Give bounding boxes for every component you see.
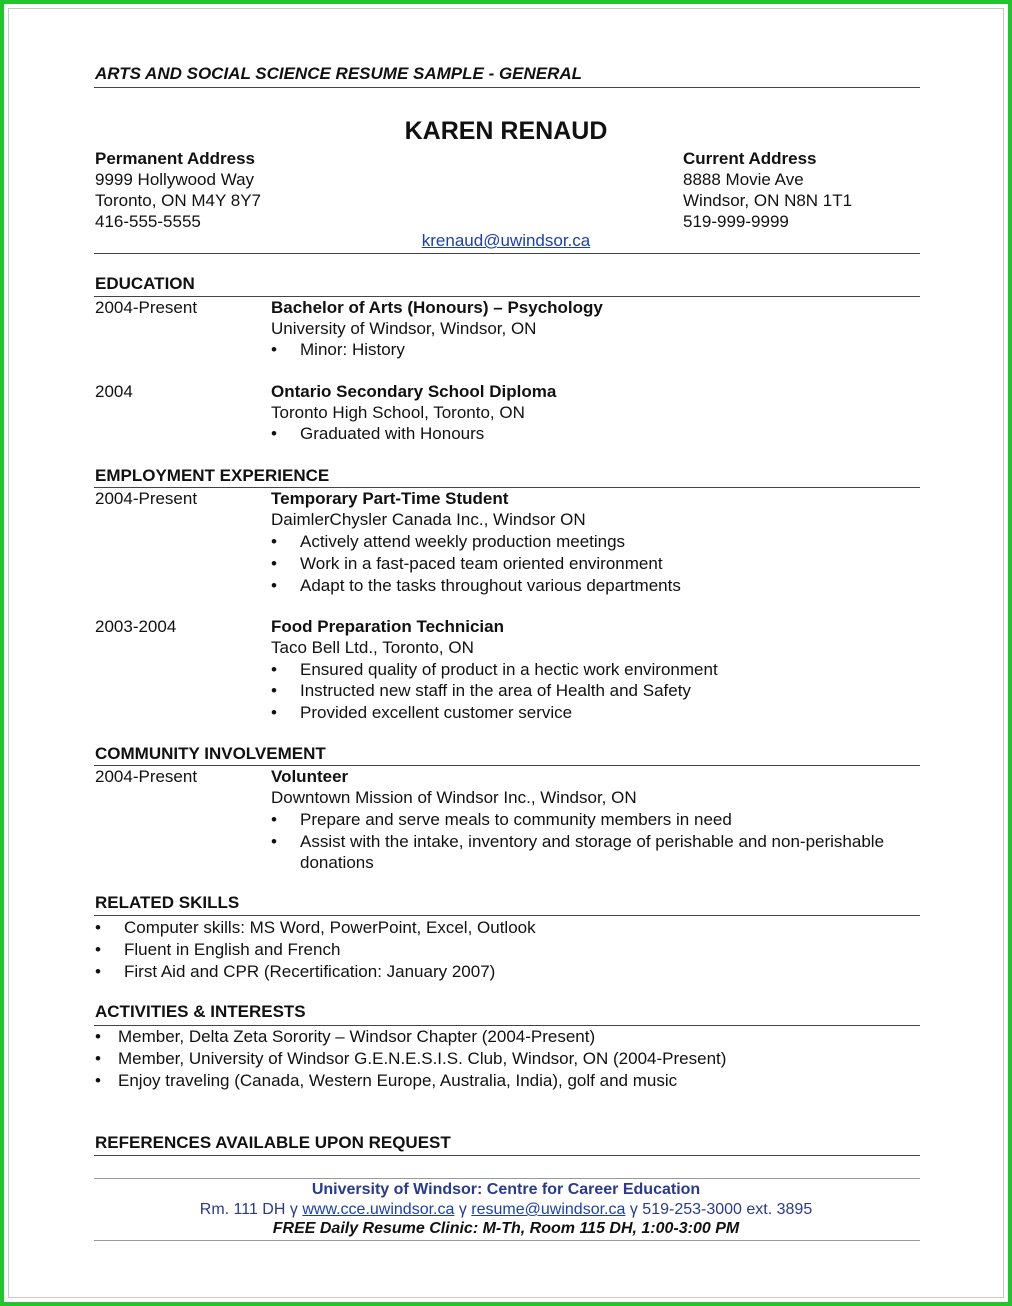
community-1-date: 2004-Present xyxy=(95,767,198,786)
list-item-continuation: donations xyxy=(300,853,374,872)
list-item: • Minor: History xyxy=(271,340,405,359)
education-2-school: Toronto High School, Toronto, ON xyxy=(271,403,525,422)
list-item: • Actively attend weekly production meetings xyxy=(271,532,626,551)
education-1-school: University of Windsor, Windsor, ON xyxy=(271,319,537,338)
community-rule xyxy=(94,765,920,766)
footer-contact-line xyxy=(0,1201,1012,1219)
current-phone: 519-999-9999 xyxy=(683,212,789,231)
footer-centre-name: University of Windsor: Centre for Career Education xyxy=(311,1181,701,1198)
skills-rule xyxy=(94,915,920,916)
footer-phone: 519-253-3000 ext. 3895 xyxy=(642,1201,813,1218)
footer-clinic-note: FREE Daily Resume Clinic: M-Th, Room 115 DH, 1:00-3:00 PM xyxy=(272,1220,740,1237)
education-2-degree: Ontario Secondary School Diploma xyxy=(271,382,557,401)
footer-top-rule xyxy=(94,1178,920,1179)
list-item: • Member, Delta Zeta Sorority – Windsor Chapter (2004-Present) xyxy=(95,1027,596,1046)
community-1-org: Downtown Mission of Windsor Inc., Windsor, ON xyxy=(271,788,637,807)
employment-heading: EMPLOYMENT EXPERIENCE xyxy=(95,466,330,485)
list-item: • Graduated with Honours xyxy=(271,424,485,443)
education-2-date: 2004 xyxy=(95,382,133,401)
activities-rule xyxy=(94,1025,920,1026)
current-address-line1: 8888 Movie Ave xyxy=(683,170,804,189)
list-item: • Enjoy traveling (Canada, Western Europe, Australia, India), golf and music xyxy=(95,1071,678,1090)
separator-icon: γ xyxy=(629,1201,638,1218)
email-link[interactable]: krenaud@uwindsor.ca xyxy=(421,231,591,250)
list-item: • Adapt to the tasks throughout various departments xyxy=(271,576,681,595)
list-item: • Fluent in English and French xyxy=(95,940,341,959)
employment-1-title: Temporary Part-Time Student xyxy=(271,489,509,508)
education-heading: EDUCATION xyxy=(95,274,195,293)
list-item: • Work in a fast-paced team oriented environment xyxy=(271,554,663,573)
list-item: • Prepare and serve meals to community members in need xyxy=(271,810,732,829)
employment-2-date: 2003-2004 xyxy=(95,617,177,636)
current-address-line2: Windsor, ON N8N 1T1 xyxy=(683,191,853,210)
website-link[interactable]: www.cce.uwindsor.ca xyxy=(302,1201,455,1218)
list-item: • Computer skills: MS Word, PowerPoint, Excel, Outlook xyxy=(95,918,536,937)
footer-bottom-rule xyxy=(94,1240,920,1241)
activities-heading: ACTIVITIES & INTERESTS xyxy=(95,1002,306,1021)
employment-2-org: Taco Bell Ltd., Toronto, ON xyxy=(271,638,474,657)
separator-icon: γ xyxy=(289,1201,298,1218)
footer-email-link[interactable]: resume@uwindsor.ca xyxy=(471,1201,626,1218)
separator-icon: γ xyxy=(458,1201,467,1218)
list-item: • Provided excellent customer service xyxy=(271,703,573,722)
employment-1-date: 2004-Present xyxy=(95,489,198,508)
list-item: • Assist with the intake, inventory and storage of perishable and non-perishable xyxy=(271,832,885,851)
employment-1-org: DaimlerChysler Canada Inc., Windsor ON xyxy=(271,510,586,529)
list-item: • Ensured quality of product in a hectic work environment xyxy=(271,660,718,679)
education-rule xyxy=(94,296,920,297)
footer-room: Rm. 111 DH xyxy=(199,1201,286,1218)
community-heading: COMMUNITY INVOLVEMENT xyxy=(95,744,326,763)
list-item: • Instructed new staff in the area of Health and Safety xyxy=(271,681,691,700)
contact-rule xyxy=(94,253,920,254)
document-header-title: ARTS AND SOCIAL SCIENCE RESUME SAMPLE - GENERAL xyxy=(95,64,583,83)
references-rule xyxy=(94,1155,920,1156)
community-1-title: Volunteer xyxy=(271,767,349,786)
permanent-address-line1: 9999 Hollywood Way xyxy=(95,170,255,189)
candidate-name: KAREN RENAUD xyxy=(404,117,608,145)
permanent-phone: 416-555-5555 xyxy=(95,212,201,231)
employment-rule xyxy=(94,487,920,488)
education-1-date: 2004-Present xyxy=(95,298,198,317)
employment-2-title: Food Preparation Technician xyxy=(271,617,504,636)
list-item: • Member, University of Windsor G.E.N.E.S.I.S. Club, Windsor, ON (2004-Present) xyxy=(95,1049,727,1068)
skills-heading: RELATED SKILLS xyxy=(95,893,240,912)
list-item: • First Aid and CPR (Recertification: January 2007) xyxy=(95,962,496,981)
header-rule xyxy=(94,87,920,88)
education-1-degree: Bachelor of Arts (Honours) – Psychology xyxy=(271,298,603,317)
permanent-address-label: Permanent Address xyxy=(95,149,255,168)
references-note: REFERENCES AVAILABLE UPON REQUEST xyxy=(95,1133,451,1152)
permanent-address-line2: Toronto, ON M4Y 8Y7 xyxy=(95,191,261,210)
current-address-label: Current Address xyxy=(683,149,817,168)
